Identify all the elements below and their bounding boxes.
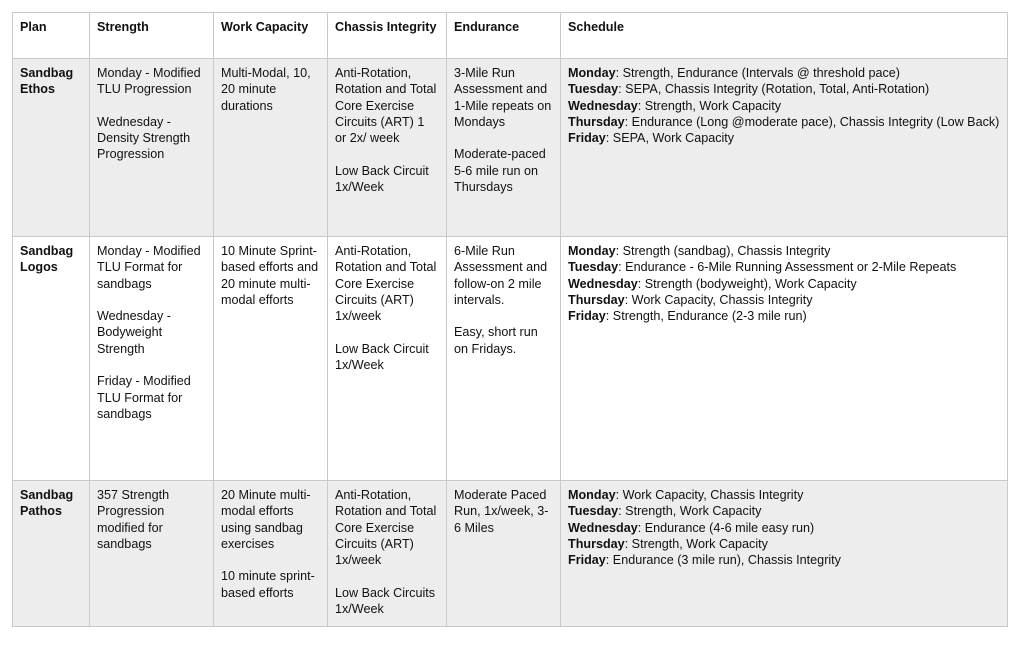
- schedule-line: [568, 503, 1000, 519]
- schedule-text: : SEPA, Chassis Integrity (Rotation, Total, Anti-Rotation): [618, 82, 930, 97]
- strength-cell: [90, 59, 214, 237]
- cell-text: Low Back Circuit 1x/Week: [335, 163, 429, 195]
- work-capacity-cell: [214, 59, 328, 237]
- schedule-text: : Strength (sandbag), Chassis Integrity: [615, 244, 831, 258]
- schedule-text: : Strength, Endurance (Intervals @ threshold pace): [615, 66, 900, 80]
- schedule-day: Wednesday: [568, 98, 638, 113]
- header-plan: Plan: [13, 13, 90, 59]
- schedule-text: : Strength, Endurance (2-3 mile run): [605, 309, 807, 324]
- schedule-line: [568, 81, 1000, 97]
- schedule-text: : Work Capacity, Chassis Integrity: [624, 292, 813, 307]
- schedule-day: Friday: [568, 553, 606, 568]
- cell-text: 6-Mile Run Assessment and follow-on 2 mile intervals.: [454, 244, 548, 307]
- schedule-day: Friday: [568, 309, 606, 324]
- schedule-line: [568, 487, 1000, 503]
- chassis-integrity-cell: [328, 481, 447, 627]
- work-capacity-cell: [214, 237, 328, 481]
- endurance-cell: [447, 59, 561, 237]
- schedule-text: : Endurance (Long @moderate pace), Chassis Integrity (Low Back): [624, 114, 1000, 129]
- training-plan-table: [12, 12, 1008, 627]
- cell-text: Anti-Rotation, Rotation and Total Core Exercise Circuits (ART) 1 or 2x/ week: [335, 66, 437, 146]
- schedule-text: : Work Capacity, Chassis Integrity: [615, 488, 804, 502]
- cell-text: Moderate Paced Run, 1x/week, 3-6 Miles: [454, 488, 549, 535]
- schedule-day: Tuesday: [568, 504, 619, 519]
- schedule-day: Thursday: [568, 292, 625, 307]
- header-work-capacity: Work Capacity: [214, 13, 328, 59]
- plan-name: Sandbag Pathos: [13, 481, 90, 627]
- schedule-day: Tuesday: [568, 82, 619, 97]
- schedule-line: [568, 98, 1000, 114]
- schedule-text: : Endurance - 6-Mile Running Assessment or 2-Mile Repeats: [618, 260, 957, 275]
- schedule-line: [568, 276, 1000, 292]
- header-endurance: Endurance: [447, 13, 561, 59]
- schedule-line: [568, 536, 1000, 552]
- schedule-day: Thursday: [568, 114, 625, 129]
- cell-text: Multi-Modal, 10, 20 minute durations: [221, 66, 311, 113]
- header-strength: Strength: [90, 13, 214, 59]
- cell-text: 20 Minute multi-modal efforts using sandbag exercises: [221, 488, 311, 551]
- schedule-line: [568, 65, 1000, 81]
- schedule-text: : SEPA, Work Capacity: [605, 131, 735, 146]
- table-row: [13, 237, 1008, 481]
- cell-text: 3-Mile Run Assessment and 1-Mile repeats on Mondays: [454, 66, 552, 129]
- schedule-text: : Strength, Work Capacity: [618, 504, 762, 519]
- cell-text: Wednesday - Bodyweight Strength: [97, 309, 171, 356]
- schedule-text: : Strength (bodyweight), Work Capacity: [637, 276, 857, 291]
- cell-text: 357 Strength Progression modified for sandbags: [97, 488, 170, 551]
- work-capacity-cell: [214, 481, 328, 627]
- cell-text: 10 minute sprint-based efforts: [221, 569, 315, 600]
- cell-text: Anti-Rotation, Rotation and Total Core Exercise Circuits (ART) 1x/week: [335, 244, 437, 324]
- chassis-integrity-cell: [328, 59, 447, 237]
- schedule-text: : Strength, Work Capacity: [624, 536, 768, 551]
- schedule-cell: [561, 481, 1008, 627]
- schedule-line: [568, 308, 1000, 324]
- schedule-line: [568, 292, 1000, 308]
- schedule-day: Wednesday: [568, 520, 638, 535]
- cell-text: Low Back Circuit 1x/Week: [335, 341, 429, 373]
- schedule-text: : Endurance (3 mile run), Chassis Integrity: [605, 553, 841, 568]
- plan-name: Sandbag Logos: [13, 237, 90, 481]
- header-schedule: Schedule: [561, 13, 1008, 59]
- cell-text: Monday - Modified TLU Format for sandbags: [97, 244, 201, 291]
- schedule-day: Friday: [568, 131, 606, 146]
- header-chassis-integrity: Chassis Integrity: [328, 13, 447, 59]
- strength-cell: [90, 237, 214, 481]
- schedule-day: Monday: [568, 488, 616, 502]
- schedule-line: [568, 243, 1000, 259]
- schedule-day: Monday: [568, 66, 616, 80]
- schedule-line: [568, 552, 1000, 568]
- cell-text: Moderate-paced 5-6 mile run on Thursdays: [454, 147, 546, 195]
- schedule-line: [568, 130, 1000, 146]
- schedule-day: Monday: [568, 244, 616, 258]
- table-row: [13, 59, 1008, 237]
- endurance-cell: [447, 481, 561, 627]
- strength-cell: [90, 481, 214, 627]
- schedule-day: Wednesday: [568, 276, 638, 291]
- schedule-text: : Endurance (4-6 mile easy run): [637, 520, 815, 535]
- cell-text: 10 Minute Sprint-based efforts and 20 minute multi-modal efforts: [221, 244, 319, 307]
- schedule-line: [568, 114, 1000, 130]
- schedule-line: [568, 520, 1000, 536]
- cell-text: Friday - Modified TLU Format for sandbags: [97, 374, 191, 421]
- table-row: [13, 481, 1008, 627]
- plan-name: Sandbag Ethos: [13, 59, 90, 237]
- cell-text: Anti-Rotation, Rotation and Total Core Exercise Circuits (ART) 1x/week: [335, 488, 437, 568]
- schedule-day: Tuesday: [568, 260, 619, 275]
- endurance-cell: [447, 237, 561, 481]
- schedule-line: [568, 259, 1000, 275]
- header-row: [13, 13, 1008, 59]
- cell-text: Easy, short run on Fridays.: [454, 325, 538, 356]
- chassis-integrity-cell: [328, 237, 447, 481]
- schedule-text: : Strength, Work Capacity: [637, 98, 782, 113]
- schedule-cell: [561, 59, 1008, 237]
- cell-text: Monday - Modified TLU Progression: [97, 66, 201, 97]
- cell-text: Low Back Circuits 1x/Week: [335, 585, 436, 617]
- cell-text: Wednesday - Density Strength Progression: [97, 114, 191, 162]
- schedule-cell: [561, 237, 1008, 481]
- schedule-day: Thursday: [568, 536, 625, 551]
